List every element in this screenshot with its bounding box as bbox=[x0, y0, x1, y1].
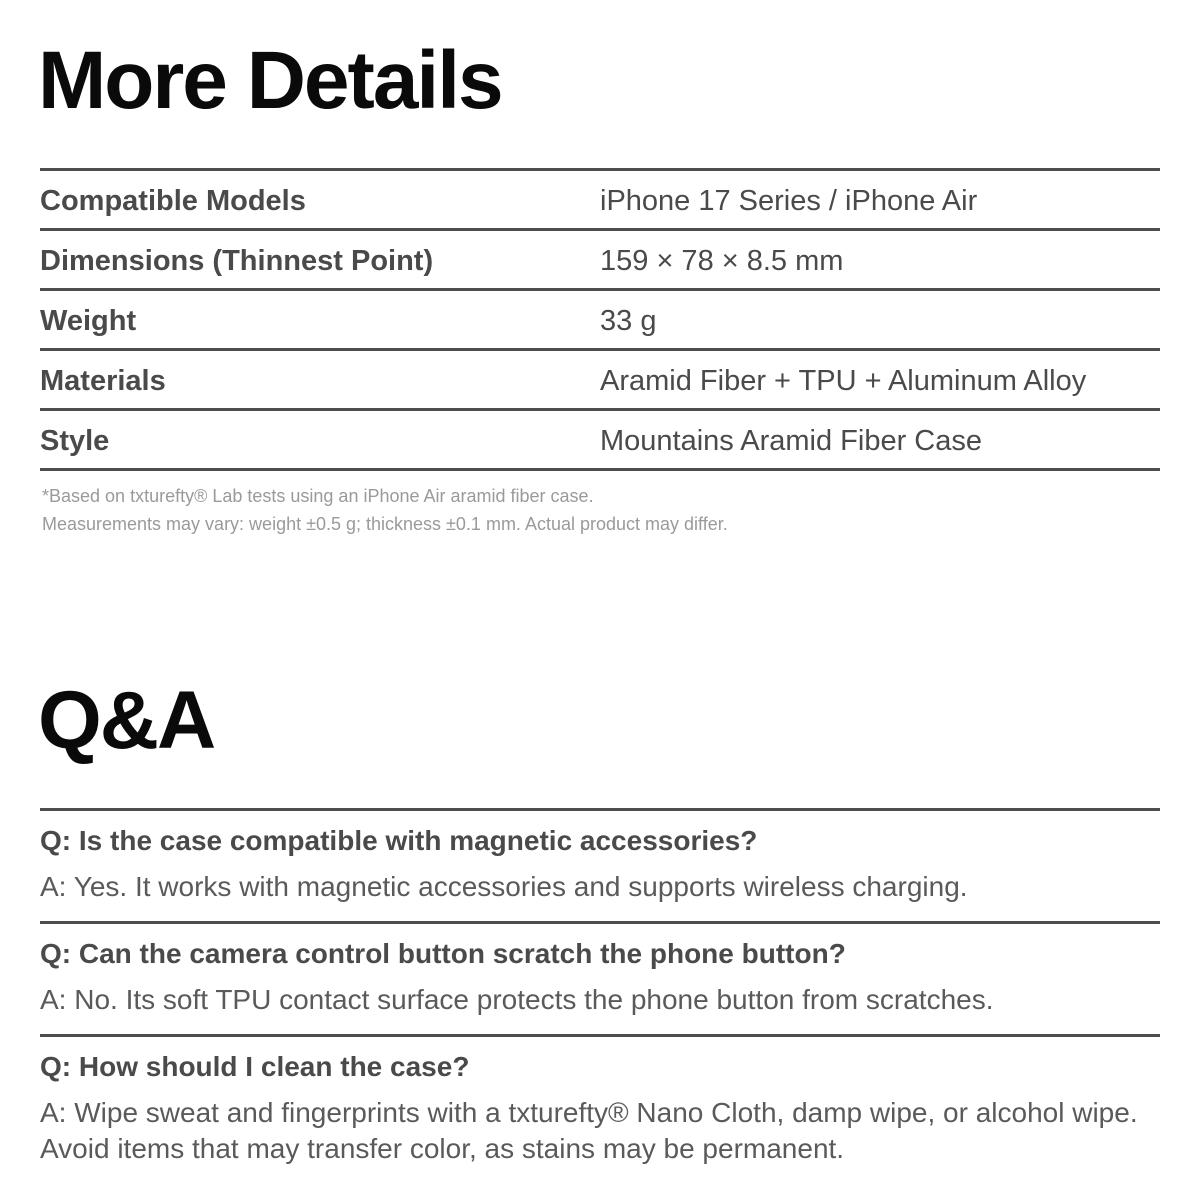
footnote-line-1: *Based on txturefty® Lab tests using an iPhone Air aramid fiber case. bbox=[42, 486, 594, 506]
spec-label: Materials bbox=[40, 365, 166, 397]
qa-answer-line-1: A: Wipe sweat and fingerprints with a txturefty® Nano Cloth, damp wipe, or alcohol wipe. bbox=[40, 1097, 1138, 1128]
spec-value: 159 × 78 × 8.5 mm bbox=[600, 245, 844, 277]
table-bottom-divider bbox=[40, 468, 1160, 471]
spec-value: Mountains Aramid Fiber Case bbox=[600, 425, 982, 457]
qa-question: Q: Is the case compatible with magnetic accessories? bbox=[40, 825, 758, 856]
qa-item-cleaning bbox=[40, 1037, 1160, 1187]
qa-heading: Q&A bbox=[38, 675, 215, 766]
spec-value: Aramid Fiber + TPU + Aluminum Alloy bbox=[600, 365, 1087, 397]
spec-row-style bbox=[40, 411, 1160, 468]
spec-row-dimensions bbox=[40, 231, 1160, 288]
spec-label: Dimensions (Thinnest Point) bbox=[40, 245, 434, 277]
spec-label: Weight bbox=[40, 305, 137, 337]
spec-label: Compatible Models bbox=[40, 185, 306, 217]
qa-item-camera-control bbox=[40, 924, 1160, 1034]
qa-answer: A: Yes. It works with magnetic accessories and supports wireless charging. bbox=[40, 871, 968, 902]
spec-row-compatible-models bbox=[40, 171, 1160, 228]
spec-row-materials bbox=[40, 351, 1160, 408]
qa-answer: A: No. Its soft TPU contact surface protects the phone button from scratches. bbox=[40, 984, 994, 1015]
spec-value: 33 g bbox=[600, 305, 657, 337]
qa-item-magnetic bbox=[40, 811, 1160, 921]
more-details-heading: More Details bbox=[38, 35, 502, 126]
qa-question: Q: Can the camera control button scratch the phone button? bbox=[40, 938, 846, 969]
spec-label: Style bbox=[40, 425, 110, 457]
footnote-line-2: Measurements may vary: weight ±0.5 g; thickness ±0.1 mm. Actual product may differ. bbox=[42, 514, 728, 534]
spec-row-weight bbox=[40, 291, 1160, 348]
qa-answer-line-2: Avoid items that may transfer color, as stains may be permanent. bbox=[40, 1133, 845, 1164]
spec-value: iPhone 17 Series / iPhone Air bbox=[600, 185, 978, 217]
qa-question: Q: How should I clean the case? bbox=[40, 1051, 470, 1082]
